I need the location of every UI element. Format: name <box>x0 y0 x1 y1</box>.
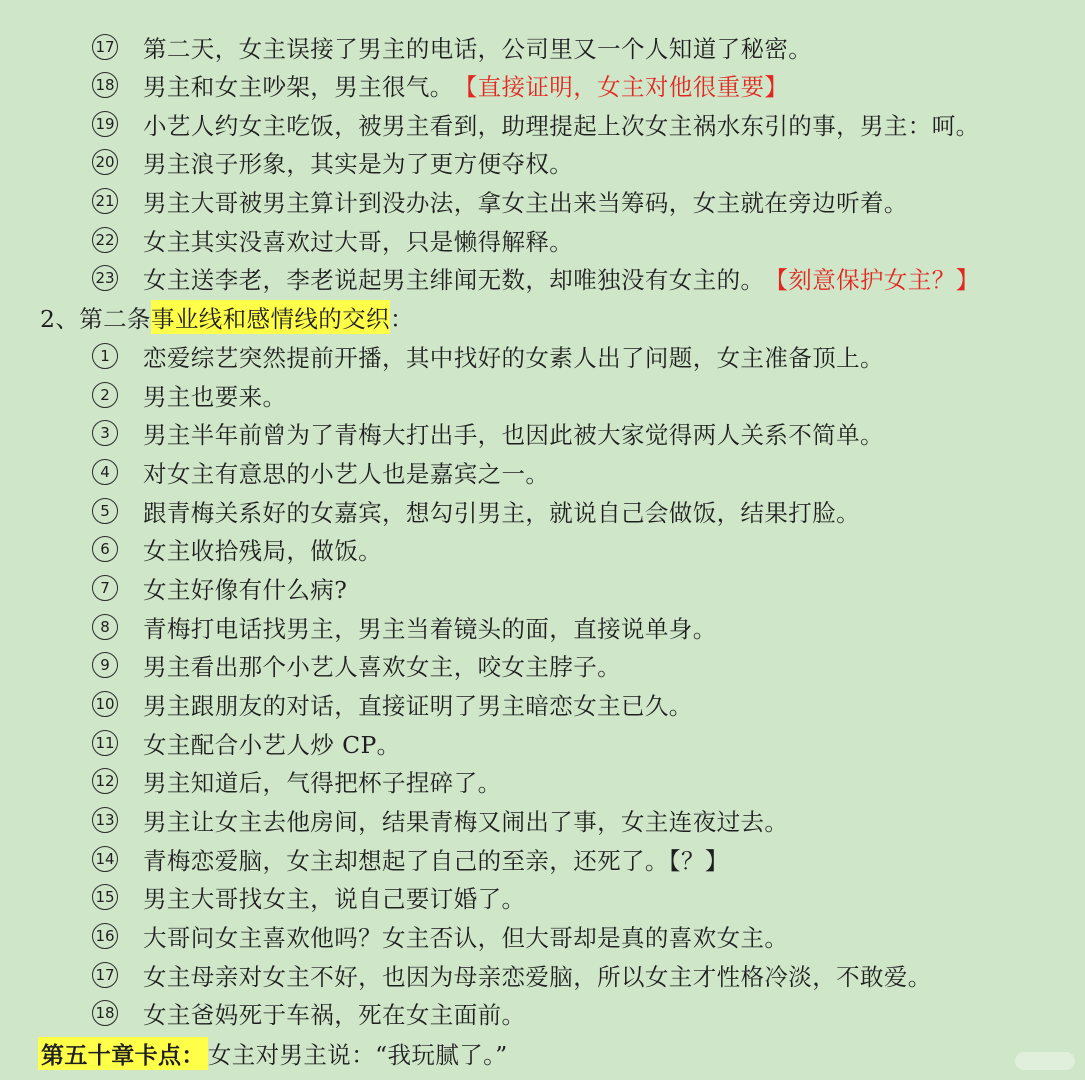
section-heading-highlight: 事业线和感情线的交织 <box>151 300 390 334</box>
circled-number: 12 <box>92 768 118 794</box>
circled-number: 13 <box>92 807 118 833</box>
item-text: 女主好像有什么病? <box>143 576 348 604</box>
item-text: 女主其实没喜欢过大哥，只是懒得解释。 <box>143 228 574 256</box>
list-item <box>92 645 621 685</box>
circled-number: 14 <box>92 846 118 872</box>
circled-number: 17 <box>92 962 118 988</box>
list-item <box>92 839 729 879</box>
list-item <box>92 65 788 105</box>
circled-number: 1 <box>92 343 118 369</box>
list-item <box>92 452 549 492</box>
section-heading-suffix: ： <box>389 305 414 333</box>
item-text: 女主爸妈死于车祸，死在女主面前。 <box>143 1001 526 1029</box>
list-item <box>92 916 788 956</box>
section-heading-prefix: 2、第二条 <box>40 305 151 333</box>
chapter-text: 女主对男主说：“我玩腻了。” <box>207 1041 508 1069</box>
item-text: 第二天，女主误接了男主的电话，公司里又一个人知道了秘密。 <box>143 35 813 63</box>
list-item <box>92 800 788 840</box>
chapter-cliffhanger <box>38 1033 508 1073</box>
list-item <box>92 220 573 260</box>
item-text: 男主大哥找女主，说自己要订婚了。 <box>143 885 526 913</box>
section-heading <box>40 297 414 337</box>
circled-number: 20 <box>92 149 118 175</box>
circled-number: 7 <box>92 575 118 601</box>
list-item <box>92 142 573 182</box>
list-item <box>92 491 860 531</box>
list-item <box>92 607 717 647</box>
circled-number: 6 <box>92 536 118 562</box>
list-item <box>92 723 401 763</box>
item-text: 女主收拾残局，做饭。 <box>143 537 382 565</box>
circled-number: 18 <box>92 1000 118 1026</box>
list-item <box>92 181 908 221</box>
circled-number: 8 <box>92 614 118 640</box>
circled-number: 17 <box>92 34 118 60</box>
item-text: 女主配合小艺人炒 CP。 <box>143 731 401 759</box>
item-text: 男主知道后，气得把杯子捏碎了。 <box>143 769 502 797</box>
circled-number: 18 <box>92 72 118 98</box>
list-item <box>92 27 812 67</box>
circled-number: 4 <box>92 459 118 485</box>
circled-number: 10 <box>92 691 118 717</box>
list-item <box>92 104 980 144</box>
item-text: 女主母亲对女主不好，也因为母亲恋爱脑，所以女主才性格冷淡，不敢爱。 <box>143 963 932 991</box>
circled-number: 23 <box>92 265 118 291</box>
item-text: 男主半年前曾为了青梅大打出手，也因此被大家觉得两人关系不简单。 <box>143 421 884 449</box>
item-text: 青梅恋爱脑，女主却想起了自己的至亲，还死了。【？】 <box>143 847 729 875</box>
list-item <box>92 413 884 453</box>
list-item <box>92 258 980 298</box>
item-text: 男主跟朋友的对话，直接证明了男主暗恋女主已久。 <box>143 692 693 720</box>
circled-number: 15 <box>92 884 118 910</box>
item-text: 小艺人约女主吃饭，被男主看到，助理提起上次女主祸水东引的事，男主：呵。 <box>143 112 980 140</box>
item-text: 大哥问女主喜欢他吗？女主否认，但大哥却是真的喜欢女主。 <box>143 924 789 952</box>
circled-number: 16 <box>92 923 118 949</box>
item-text: 男主大哥被男主算计到没办法，拿女主出来当筹码，女主就在旁边听着。 <box>143 189 908 217</box>
list-item <box>92 375 286 415</box>
item-text: 跟青梅关系好的女嘉宾，想勾引男主，就说自己会做饭，结果打脸。 <box>143 499 860 527</box>
item-text: 恋爱综艺突然提前开播，其中找好的女素人出了问题，女主准备顶上。 <box>143 344 884 372</box>
item-text: 男主让女主去他房间，结果青梅又闹出了事，女主连夜过去。 <box>143 808 789 836</box>
red-annotation: 【直接证明，女主对他很重要】 <box>453 73 789 101</box>
item-text: 青梅打电话找男主，男主当着镜头的面，直接说单身。 <box>143 615 717 643</box>
item-text: 男主浪子形象，其实是为了更方便夺权。 <box>143 150 574 178</box>
item-text: 男主和女主吵架，男主很气。 <box>143 73 454 101</box>
circled-number: 9 <box>92 652 118 678</box>
chapter-label: 第五十章卡点： <box>38 1037 208 1070</box>
circled-number: 11 <box>92 730 118 756</box>
circled-number: 19 <box>92 111 118 137</box>
watermark-icon <box>1015 1052 1075 1070</box>
item-text: 女主送李老，李老说起男主绯闻无数，却唯独没有女主的。 <box>143 266 765 294</box>
circled-number: 22 <box>92 227 118 253</box>
red-annotation: 【刻意保护女主？】 <box>764 266 980 294</box>
item-text: 男主看出那个小艺人喜欢女主，咬女主脖子。 <box>143 653 621 681</box>
circled-number: 5 <box>92 498 118 524</box>
list-item <box>92 955 932 995</box>
list-item <box>92 684 693 724</box>
list-item <box>92 568 347 608</box>
circled-number: 21 <box>92 188 118 214</box>
list-item <box>92 993 525 1033</box>
item-text: 男主也要来。 <box>143 383 287 411</box>
list-item <box>92 336 884 376</box>
circled-number: 3 <box>92 420 118 446</box>
item-text: 对女主有意思的小艺人也是嘉宾之一。 <box>143 460 550 488</box>
circled-number: 2 <box>92 382 118 408</box>
list-item <box>92 877 525 917</box>
list-item <box>92 529 382 569</box>
list-item <box>92 761 502 801</box>
